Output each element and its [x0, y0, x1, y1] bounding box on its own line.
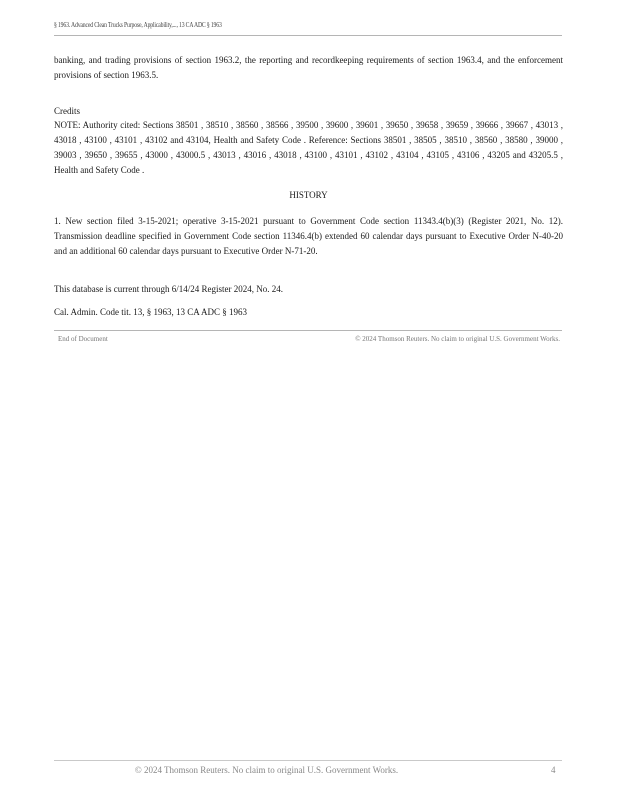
database-currency: This database is current through 6/14/24 Register 2024, No. 24. [54, 284, 283, 294]
history-heading: HISTORY [289, 190, 328, 200]
credits-heading: Credits [54, 106, 80, 116]
end-of-document-copyright: © 2024 Thomson Reuters. No claim to original U.S. Government Works. [355, 335, 560, 343]
footer-copyright: © 2024 Thomson Reuters. No claim to original U.S. Government Works. [134, 765, 399, 775]
running-header: § 1963. Advanced Clean Trucks Purpose, Applicability,..., 13 CA ADC § 1963 [54, 21, 222, 29]
continuation-paragraph: banking, and trading provisions of section 1963.2, the reporting and recordkeeping requirements of section 1963.4, and the enforcement provisions of section 1963.5. [54, 55, 563, 80]
header-divider [54, 35, 562, 36]
citation: Cal. Admin. Code tit. 13, § 1963, 13 CA ADC § 1963 [54, 307, 248, 317]
credits-note: NOTE: Authority cited: Sections 38501 , 38510 , 38560 , 38566 , 39500 , 39600 , 39601 , 39650 , 39658 , 39659 , 39666 , 39667 , 43013 , 43018 , 43100 , 43101 , 43102 and 43104, Health and Safety Code . Reference: Sections 38501 , 38505 , 38510 , 38560 , 38580 , 39000 , 39003 , 39650 , 39655 , 43000 , 43000.5 , 43013 , 43016 , 43018 , 43100 , 43101 , 43102 , 43104 , 43105 , 43106 , 43205 and 43205.5 , Health and Safety Code . [54, 120, 563, 175]
footer-divider [54, 760, 562, 761]
history-entry: 1. New section filed 3-15-2021; operative 3-15-2021 pursuant to Government Code section 11343.4(b)(3) (Register 2021, No. 12). Transmission deadline specified in Government Code section 11346.4(b) extended 60 calendar days pursuant to Executive Order N-40-20 and an additional 60 calendar days pursuant to Executive Order N-71-20. [54, 216, 563, 256]
end-of-document-divider [54, 330, 562, 331]
end-of-document-label: End of Document [58, 335, 108, 343]
page-number: 4 [551, 765, 556, 775]
